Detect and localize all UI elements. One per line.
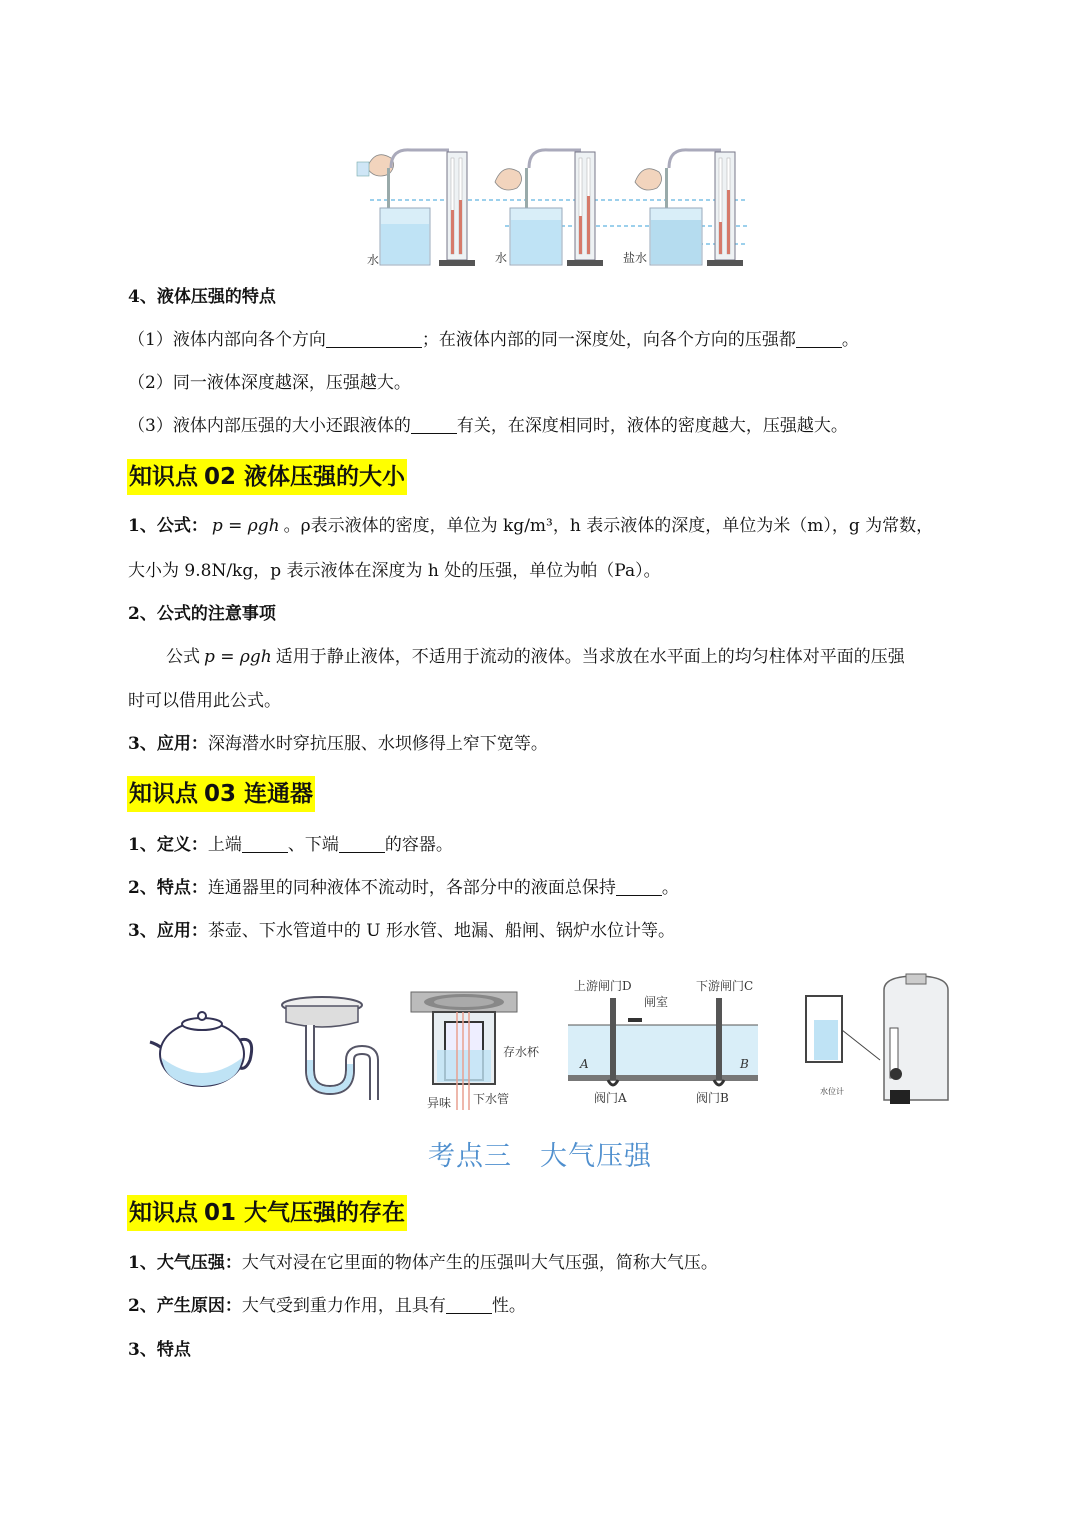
label-upstream-gate: 上游闸门D [574,979,632,993]
sink-trap-icon [282,997,374,1100]
kp03-heading: 知识点 03 连通器 [127,776,315,812]
kp01-heading: 知识点 01 大气压强的存在 [127,1195,407,1231]
kp03-l1: 1、定义：上端 、下端 的容器。 [128,835,453,855]
blank[interactable] [326,331,422,348]
kp02-l2-text-c: 时可以借用此公式。 [128,691,281,711]
label-valve-a: 阀门A [594,1091,627,1105]
label-saltwater: 盐水 [623,251,648,265]
label-water-2: 水 [495,251,508,265]
blank[interactable] [796,331,842,348]
label-point-a: A [580,1057,589,1071]
kp01-l2: 2、产生原因：大气受到重力作用，且具有 性。 [128,1296,526,1316]
s4-p2: （2）同一液体深度越深，压强越大。 [128,373,411,393]
label-water-gauge: 水位计 [820,1087,844,1096]
kp03-l3: 3、应用：茶壶、下水管道中的 U 形水管、地漏、船闸、锅炉水位计等。 [128,921,675,941]
label-drain-cup: 存水杯 [503,1045,540,1059]
blank[interactable] [616,879,662,896]
kp01-l3: 3、特点 [128,1340,191,1360]
kp02-l2-text: 公式 p = ρgh 适用于静止液体，不适用于流动的液体。当求放在水平面上的均匀柱体对平面的压强 [166,647,905,667]
boiler-icon [806,974,948,1104]
s4-p3: （3）液体内部压强的大小还跟液体的 有关，在深度相同时，液体的密度越大，压强越大。 [128,416,848,436]
label-lock-chamber: 闸室 [644,995,669,1009]
s4-title: 4、液体压强的特点 [128,287,276,307]
s4-p1: （1）液体内部向各个方向 ；在液体内部的同一深度处，向各个方向的压强都 。 [128,330,859,350]
ship-lock-icon [568,978,758,1105]
blank[interactable] [411,417,457,434]
pressure-gauge-figure [355,140,755,270]
label-sewer-pipe: 下水管 [473,1092,510,1106]
apparatus-3 [635,150,743,266]
connected-vessels-figure [140,970,950,1115]
floor-drain-icon [411,992,540,1110]
kp02-l2: 2、公式的注意事项 [128,604,276,624]
kp01-l1: 1、大气压强：大气对浸在它里面的物体产生的压强叫大气压强，简称大气压。 [128,1253,718,1273]
label-point-b: B [740,1057,749,1071]
label-downstream-gate: 下游闸门C [696,979,754,993]
kp03-l2: 2、特点：连通器里的同种液体不流动时，各部分中的液面总保持 。 [128,878,679,898]
label-odor: 异味 [427,1096,452,1110]
blank[interactable] [446,1297,492,1314]
teapot-icon [150,1012,252,1086]
label-water-1: 水 [367,253,380,267]
kp02-l3: 3、应用：深海潜水时穿抗压服、水坝修得上窄下宽等。 [128,734,548,754]
apparatus-2 [495,150,603,266]
kp02-l1b: 大小为 9.8N/kg，p 表示液体在深度为 h 处的压强，单位为帕（Pa）。 [128,561,661,581]
apparatus-1 [357,150,475,266]
kp02-heading: 知识点 02 液体压强的大小 [127,459,407,495]
blank[interactable] [339,836,385,853]
label-valve-b: 阀门B [696,1091,729,1105]
kp02-l1: 1、公式： p = ρgh 。ρ表示液体的密度，单位为 kg/m³，h 表示液体的深度，单位为米（m），g 为常数， [128,516,934,536]
section-title: 考点三 大气压强 [428,1141,652,1172]
blank[interactable] [242,836,288,853]
